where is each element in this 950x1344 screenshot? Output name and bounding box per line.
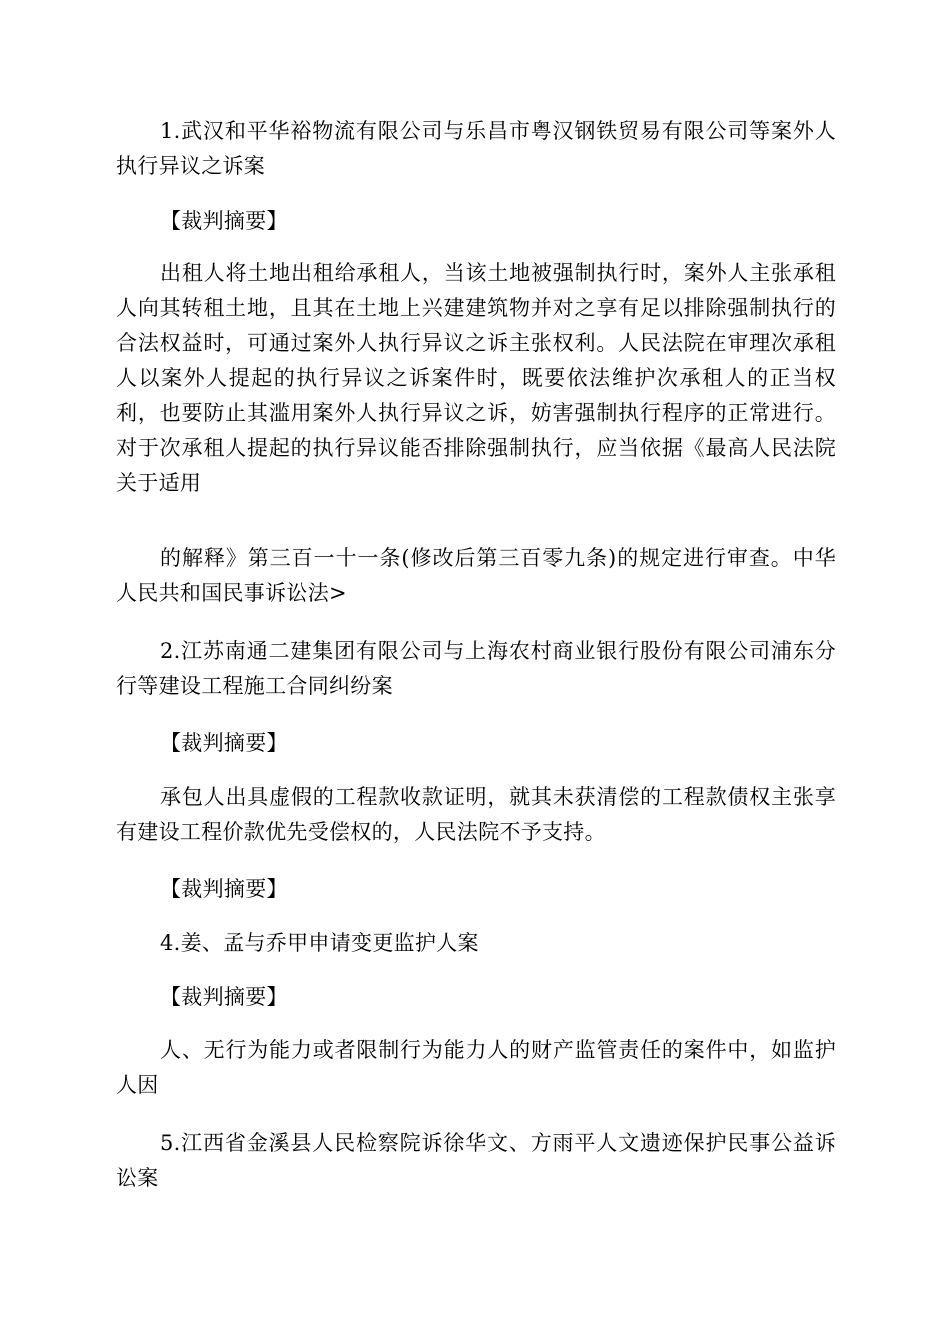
case-4-summary-heading: 【裁判摘要】 [160,985,288,1009]
case-4-title: 4.姜、孟与乔甲申请变更监护人案 [160,931,479,955]
case-1-title: 1.武汉和平华裕物流有限公司与乐昌市粤汉钢铁贸易有限公司等案外人执行异议之诉案 [116,119,836,178]
case-2-summary-text: 承包人出具虚假的工程款收款证明，就其未获清偿的工程款债权主张享有建设工程价款优先受偿权的，人民法院不予支持。 [116,785,836,844]
case-1-summary-text: 出租人将土地出租给承租人，当该土地被强制执行时，案外人主张承租人向其转租土地，且其在土地上兴建建筑物并对之享有足以排除强制执行的合法权益时，可通过案外人执行异议之诉主张权利。人民法院在审理次承租人以案外人提起的执行异议之诉案件时，既要依法维护次承租人的正当权利，也要防止其滥用案外人执行异议之诉，妨害强制执行程序的正常进行。对于次承租人提起的执行异议能否排除强制执行，应当依据《最高人民法院关于适用 [116,261,836,495]
case-1-summary-heading: 【裁判摘要】 [160,209,288,233]
case-5-title: 5.江西省金溪县人民检察院诉徐华文、方雨平人文遗迹保护民事公益诉讼案 [116,1131,836,1190]
case-2-summary-heading: 【裁判摘要】 [160,731,288,755]
case-1-summary-continuation: 的解释》第三百一十一条(修改后第三百零九条)的规定进行审查。中华人民共和国民事诉讼法> [116,546,836,605]
case-4-summary-text: 人、无行为能力或者限制行为能力人的财产监管责任的案件中，如监护人因 [116,1038,836,1097]
case-2-title: 2.江苏南通二建集团有限公司与上海农村商业银行股份有限公司浦东分行等建设工程施工合同纠纷案 [116,639,836,698]
case-3-summary-heading: 【裁判摘要】 [160,877,288,901]
